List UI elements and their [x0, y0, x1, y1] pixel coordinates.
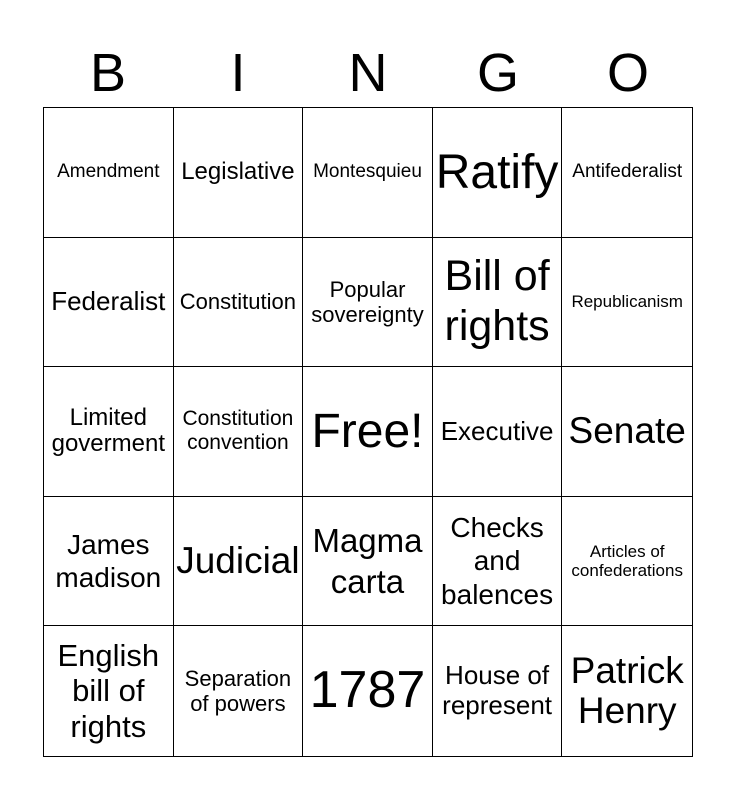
- bingo-cell: Magma carta: [303, 497, 433, 627]
- bingo-cell: Amendment: [44, 108, 174, 238]
- bingo-cell: Executive: [433, 367, 563, 497]
- bingo-cell: Limited goverment: [44, 367, 174, 497]
- bingo-cell: 1787: [303, 626, 433, 756]
- bingo-grid: [43, 107, 693, 757]
- bingo-cell: Federalist: [44, 238, 174, 368]
- bingo-cell: Checks and balences: [433, 497, 563, 627]
- bingo-cell: Articles of confederations: [562, 497, 692, 627]
- bingo-cell: Constitution convention: [174, 367, 304, 497]
- header-letter-b: B: [89, 43, 127, 103]
- header-letter-g: G: [476, 43, 519, 103]
- bingo-cell: Popular sovereignty: [303, 238, 433, 368]
- bingo-cell: Senate: [562, 367, 692, 497]
- header-letter-n: N: [348, 43, 388, 103]
- bingo-cell: Republicanism: [562, 238, 692, 368]
- bingo-cell: House of represent: [433, 626, 563, 756]
- bingo-cell: Constitution: [174, 238, 304, 368]
- bingo-cell: English bill of rights: [44, 626, 174, 756]
- bingo-header: [43, 40, 693, 106]
- bingo-cell: Separation of powers: [174, 626, 304, 756]
- bingo-cell: Patrick Henry: [570, 649, 684, 732]
- bingo-cell: Judicial: [174, 497, 304, 627]
- bingo-cell: Bill of rights: [433, 238, 563, 368]
- header-letter-o: O: [606, 43, 649, 103]
- bingo-cell: Antifederalist: [562, 108, 692, 238]
- bingo-cell: James madison: [44, 497, 174, 627]
- bingo-cell: Montesquieu: [303, 108, 433, 238]
- bingo-cell: Legislative: [174, 108, 304, 238]
- header-letter-i: I: [230, 43, 246, 103]
- free-space: Free!: [303, 367, 433, 497]
- bingo-cell: Ratify: [433, 108, 563, 238]
